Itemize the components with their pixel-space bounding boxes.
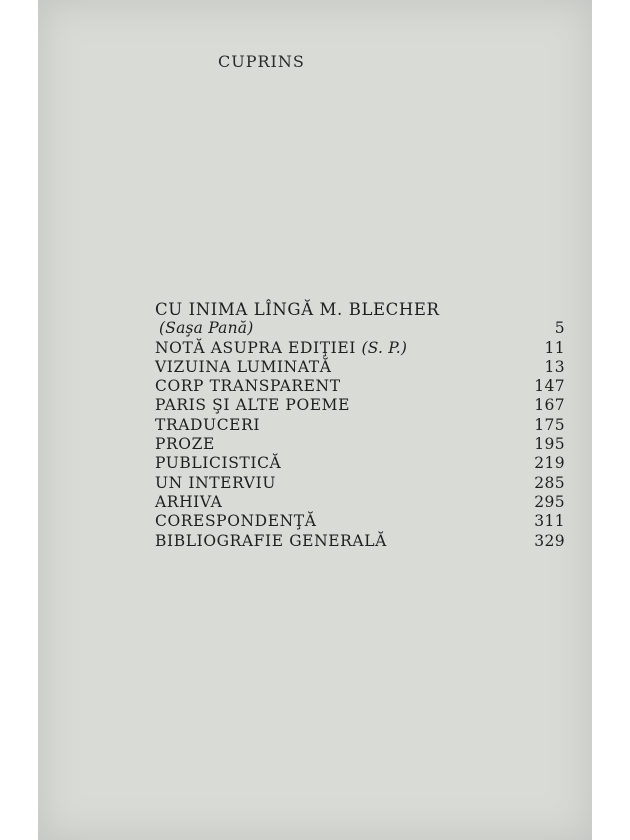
toc-entry-title: NOTĂ ASUPRA EDIŢIEI (S. P.) xyxy=(155,338,408,357)
toc-entry-page: 329 xyxy=(534,531,565,550)
page-heading: CUPRINS xyxy=(218,52,305,71)
toc-entry-page: 5 xyxy=(554,319,565,338)
toc-entry-title: PARIS ŞI ALTE POEME xyxy=(155,396,351,415)
toc-entry-title: CORESPONDENŢĂ xyxy=(155,512,317,531)
toc-entry xyxy=(155,512,565,531)
toc-entry-title: CU INIMA LÎNGĂ M. BLECHER xyxy=(155,300,440,319)
toc-entry-page: 285 xyxy=(534,473,565,492)
toc-entry xyxy=(155,435,565,454)
toc-entry-page: 219 xyxy=(534,454,565,473)
toc-entry-title: (Saşa Pană) xyxy=(159,319,254,338)
toc-entry xyxy=(155,532,565,551)
toc-entry xyxy=(155,339,565,358)
toc-entry xyxy=(155,416,565,435)
toc-entry-title: BIBLIOGRAFIE GENERALĂ xyxy=(155,531,387,550)
toc-entry xyxy=(155,493,565,512)
toc-entry xyxy=(155,474,565,493)
toc-entry-page: 11 xyxy=(544,338,565,357)
toc-entry-page: 167 xyxy=(534,396,565,415)
table-of-contents xyxy=(155,300,565,551)
toc-entry-page: 311 xyxy=(534,512,565,531)
toc-entry-title: PUBLICISTICĂ xyxy=(155,454,282,473)
toc-entry-title: VIZUINA LUMINATĂ xyxy=(155,357,332,376)
toc-entry-page: 195 xyxy=(534,435,565,454)
toc-entry-title: UN INTERVIU xyxy=(155,473,276,492)
toc-entry-page: 13 xyxy=(544,357,565,376)
toc-entry-page: 295 xyxy=(534,492,565,511)
toc-entry xyxy=(155,300,565,319)
toc-entry xyxy=(155,396,565,415)
toc-entry xyxy=(155,454,565,473)
toc-entry xyxy=(155,319,565,338)
toc-entry xyxy=(155,358,565,377)
toc-entry xyxy=(155,377,565,396)
toc-entry-title: TRADUCERI xyxy=(155,415,261,434)
toc-entry-title: PROZE xyxy=(155,435,215,454)
toc-entry-title: ARHIVA xyxy=(155,492,223,511)
toc-entry-page: 147 xyxy=(534,377,565,396)
toc-entry-title: CORP TRANSPARENT xyxy=(155,377,341,396)
toc-entry-author: (S. P.) xyxy=(361,338,408,357)
toc-entry-page: 175 xyxy=(534,415,565,434)
book-page xyxy=(38,0,592,840)
